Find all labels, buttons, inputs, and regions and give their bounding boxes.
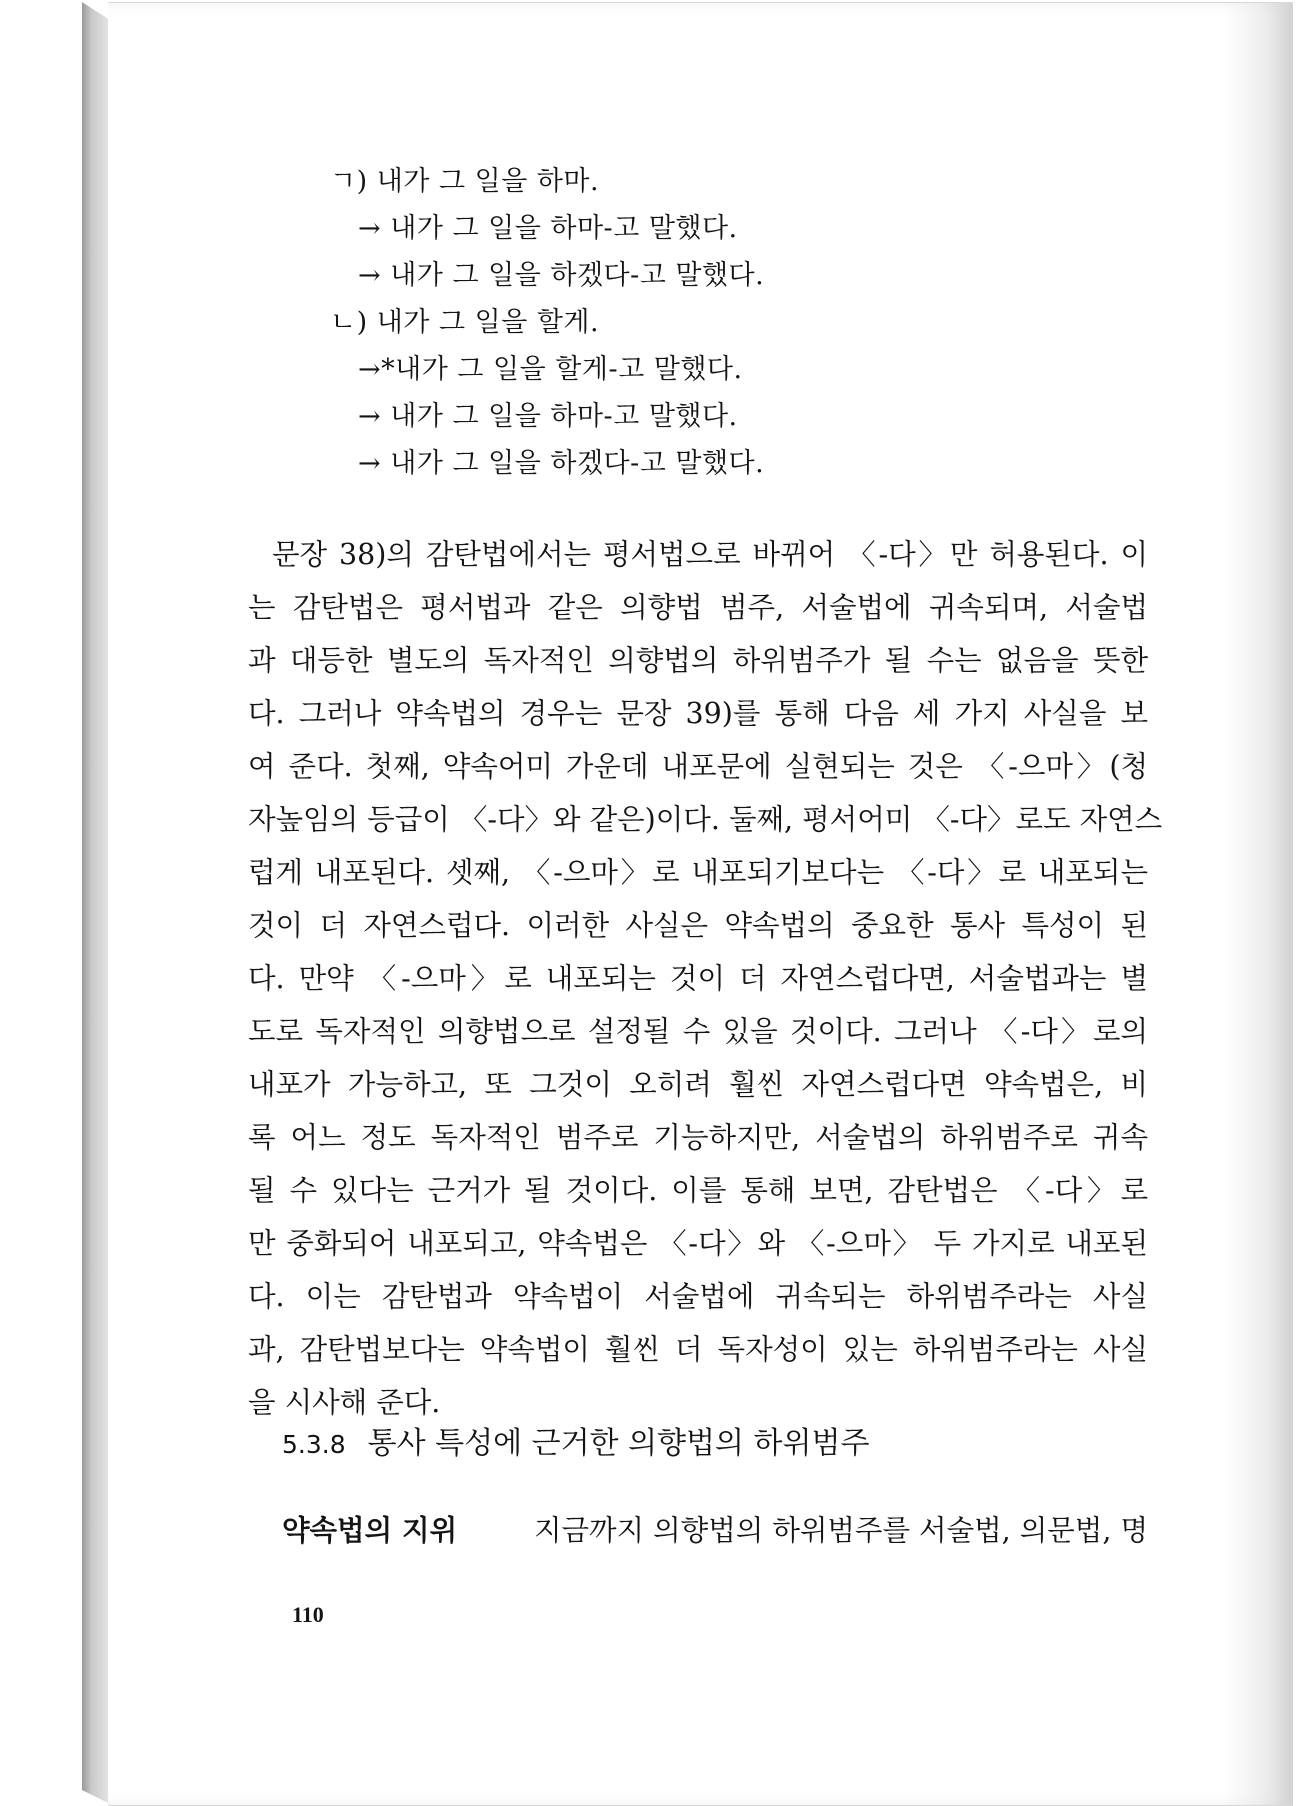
example-line: ㄴ) 내가 그 일을 할게. <box>330 307 600 338</box>
paragraph-line: 럽게 내포된다. 셋째, 〈-으마〉로 내포되기보다는 〈-다〉로 내포되는 <box>248 856 1148 889</box>
paragraph-line: 될 수 있다는 근거가 될 것이다. 이를 통해 보면, 감탄법은 〈-다〉로 <box>248 1174 1148 1207</box>
example-line: → 내가 그 일을 하겠다-고 말했다. <box>358 448 765 479</box>
example-sentences <box>330 158 1030 487</box>
run-in-heading: 약속법의 지위 <box>282 1513 458 1547</box>
section-title: 통사 특성에 근거한 의향법의 하위범주 <box>367 1426 870 1461</box>
page-number: 110 <box>292 1602 324 1627</box>
paragraph-line: 록 어느 정도 독자적인 범주로 기능하지만, 서술법의 하위범주로 귀속 <box>248 1121 1148 1154</box>
book-page-edge <box>82 2 110 1804</box>
body-paragraph <box>248 528 1163 1429</box>
paragraph-line: 것이 더 자연스럽다. 이러한 사실은 약속법의 중요한 통사 특성이 된 <box>248 909 1148 942</box>
example-line: → 내가 그 일을 하마-고 말했다. <box>358 213 738 244</box>
paragraph-line: 도로 독자적인 의향법으로 설정될 수 있을 것이다. 그러나 〈-다〉로의 <box>248 1015 1148 1048</box>
paragraph-line: 내포가 가능하고, 또 그것이 오히려 훨씬 자연스럽다면 약속법은, 비 <box>248 1068 1148 1101</box>
next-paragraph-text: 지금까지 의향법의 하위범주를 서술법, 의문법, 명 <box>533 1514 1148 1547</box>
paragraph-line: 다. 만약 〈-으마〉로 내포되는 것이 더 자연스럽다면, 서술법과는 별 <box>248 962 1148 995</box>
paragraph-line: 다. 이는 감탄법과 약속법이 서술법에 귀속되는 하위범주라는 사실 <box>248 1280 1148 1313</box>
paragraph-line: 문장 38)의 감탄법에서는 평서법으로 바뀌어 〈-다〉만 허용된다. 이 <box>272 538 1148 571</box>
section-heading <box>282 1418 869 1462</box>
paragraph-line: 과, 감탄법보다는 약속법이 훨씬 더 독자성이 있는 하위범주라는 사실 <box>248 1333 1148 1366</box>
paragraph-line: 만 중화되어 내포되고, 약속법은 〈-다〉와 〈-으마〉 두 가지로 내포된 <box>248 1227 1148 1260</box>
example-line: → 내가 그 일을 하마-고 말했다. <box>358 401 738 432</box>
page-gutter-shadow <box>1223 3 1293 1805</box>
example-line: →*내가 그 일을 할게-고 말했다. <box>358 354 743 385</box>
next-paragraph-start <box>282 1508 1148 1549</box>
paragraph-line: 과 대등한 별도의 독자적인 의향법의 하위범주가 될 수는 없음을 뜻한 <box>248 644 1148 677</box>
paragraph-line: 는 감탄법은 평서법과 같은 의향법 범주, 서술법에 귀속되며, 서술법 <box>248 591 1148 624</box>
paragraph-line: 을 시사해 준다. <box>248 1386 441 1419</box>
section-number: 5.3.8 <box>282 1430 346 1459</box>
paragraph-line: 다. 그러나 약속법의 경우는 문장 39)를 통해 다음 세 가지 사실을 보 <box>248 697 1148 730</box>
paragraph-line: 여 준다. 첫째, 약속어미 가운데 내포문에 실현되는 것은 〈-으마〉(청 <box>248 750 1148 783</box>
example-line: → 내가 그 일을 하겠다-고 말했다. <box>358 260 765 291</box>
example-line: ㄱ) 내가 그 일을 하마. <box>330 166 600 197</box>
paragraph-line: 자높임의 등급이 〈-다〉와 같은)이다. 둘째, 평서어미 〈-다〉로도 자연스 <box>248 803 1163 836</box>
